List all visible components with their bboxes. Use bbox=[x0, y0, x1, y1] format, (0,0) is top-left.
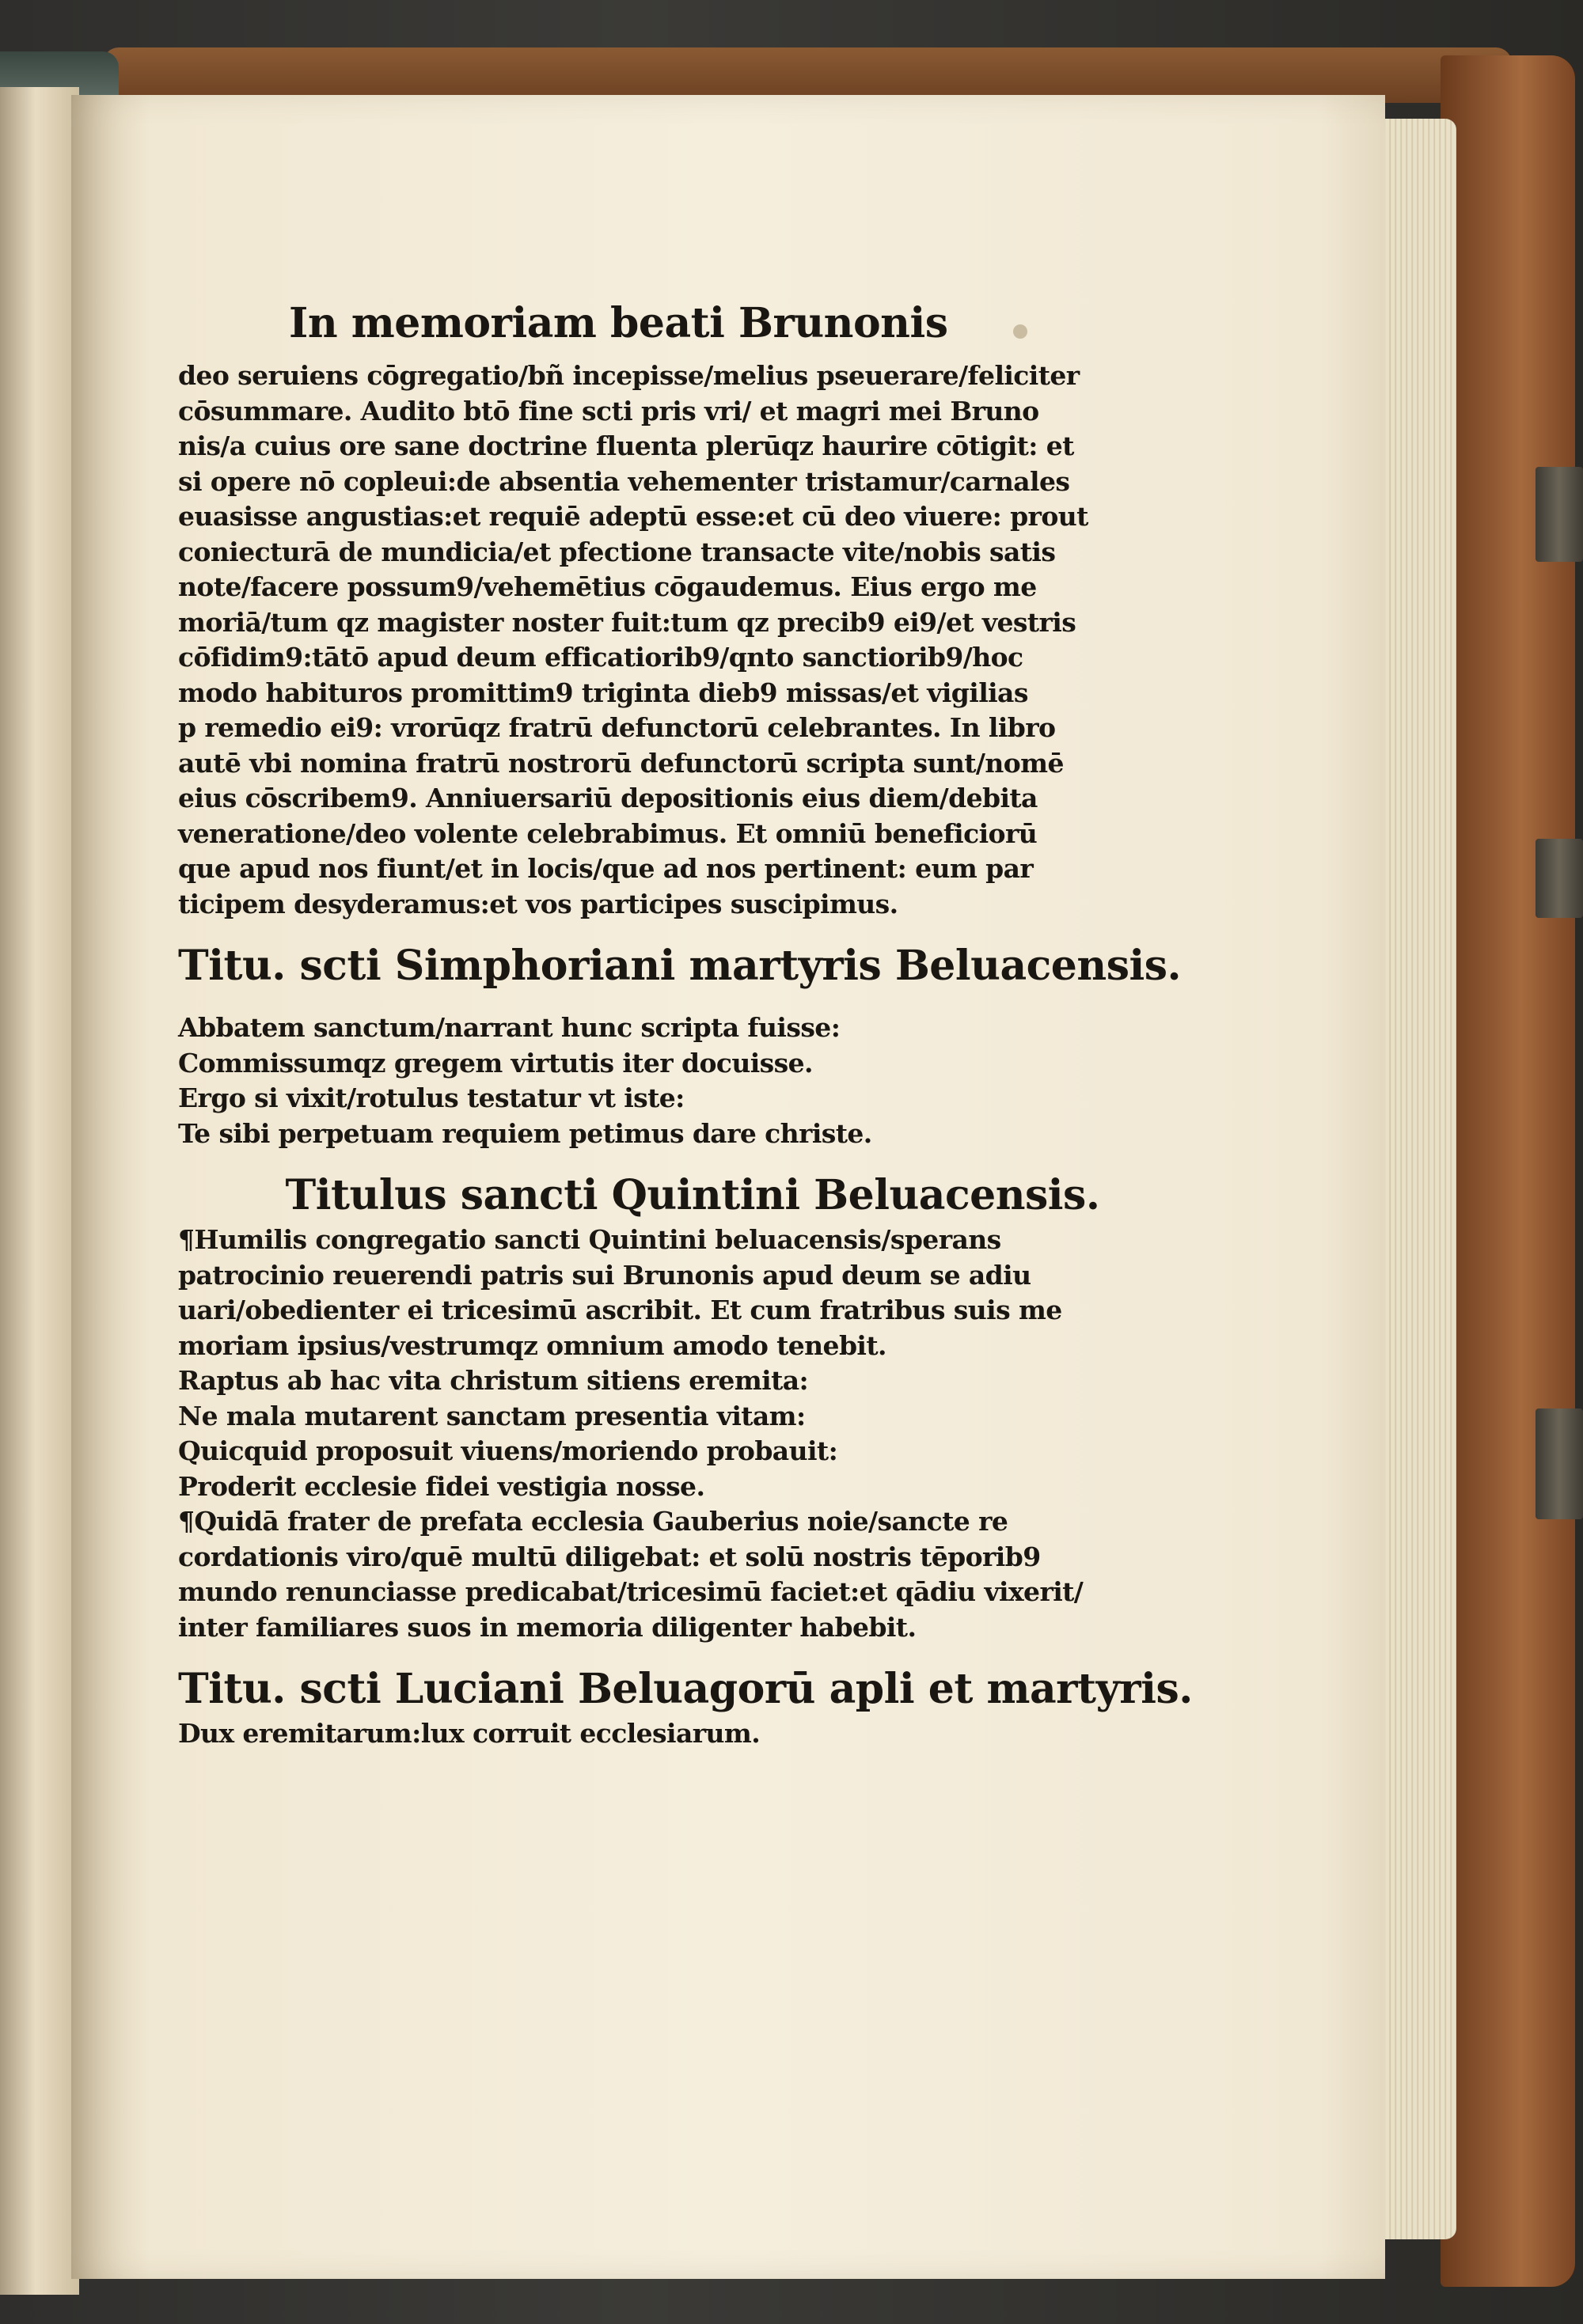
verse-simphoriani bbox=[178, 1010, 1160, 1151]
prose-line: ¶Humilis congregatio sancti Quintini beluacensis/sperans bbox=[178, 1224, 1001, 1255]
prose-line: mundo renunciasse predicabat/tricesimū faciet:et qādiu vixerit/ bbox=[178, 1576, 1084, 1607]
prose-gauberius bbox=[178, 1504, 1160, 1645]
paragraph-mark-icon: ¶ bbox=[178, 1506, 195, 1537]
prose-line: moriā/tum qz magister noster fuit:tum qz precib9 ei9/et vestris bbox=[178, 606, 1076, 638]
verse-line: Quicquid proposuit viuens/moriendo probauit: bbox=[178, 1435, 838, 1466]
section-title-luciani: Titu. scti Luciani Beluagorū apli et martyris. bbox=[178, 1665, 1193, 1713]
prose-line: patrocinio reuerendi patris sui Brunonis apud deum se adiu bbox=[178, 1259, 1031, 1291]
prose-line: cordationis viro/quē multū diligebat: et solū nostris tēporib9 bbox=[178, 1541, 1041, 1572]
verse-quintini bbox=[178, 1363, 1160, 1504]
prose-line: p remedio ei9: vrorūqz fratrū defunctorū celebrantes. In libro bbox=[178, 712, 1056, 743]
section-title-quintini: Titulus sancti Quintini Beluacensis. bbox=[285, 1171, 1100, 1219]
prose-line: eius cōscribem9. Anniuersariū depositionis eius diem/debita bbox=[178, 783, 1038, 813]
prose-line: euasisse angustias:et requiē adeptū esse:et cū deo viuere: prout bbox=[178, 501, 1088, 532]
prose-line: cōfidim9:tātō apud deum efficatiorib9/qnto sanctiorib9/hoc bbox=[178, 642, 1023, 673]
prose-line: veneratione/deo volente celebrabimus. Et omniū beneficiorū bbox=[178, 817, 1038, 849]
opening-prose bbox=[178, 358, 1160, 922]
clasp-strap-top bbox=[1536, 467, 1583, 562]
prose-line: si opere nō copleui:de absentia vehementer tristamur/carnales bbox=[178, 465, 1070, 497]
prose-line: moriam ipsius/vestrumqz omnium amodo tenebit. bbox=[178, 1329, 886, 1361]
prose-line: deo seruiens cōgregatio/bñ incepisse/melius pseuerare/feliciter bbox=[178, 360, 1080, 391]
verse-line: Ergo si vixit/rotulus testatur vt iste: bbox=[178, 1082, 685, 1113]
verse-line: Ne mala mutarent sanctam presentia vitam: bbox=[178, 1400, 806, 1431]
prose-line: Dux eremitarum:lux corruit ecclesiarum. bbox=[178, 1718, 761, 1749]
page-heading: In memoriam beati Brunonis bbox=[289, 299, 948, 347]
prose-line: ticipem desyderamus:et vos participes suscipimus. bbox=[178, 888, 898, 919]
prose-line: nis/a cuius ore sane doctrine fluenta plerūqz haurire cōtigit: et bbox=[178, 430, 1074, 461]
left-facing-page bbox=[0, 87, 79, 2295]
clasp-strap-middle bbox=[1536, 839, 1583, 918]
prose-line: inter familiares suos in memoria diligenter habebit. bbox=[178, 1611, 917, 1643]
verse-line: Commissumqz gregem virtutis iter docuisse. bbox=[178, 1047, 813, 1079]
prose-line: modo habituros promittim9 triginta dieb9 missas/et vigilias bbox=[178, 677, 1028, 708]
verse-line: Raptus ab hac vita christum sitiens eremita: bbox=[178, 1365, 809, 1396]
prose-line: uari/obedienter ei tricesimū ascribit. Et cum fratribus suis me bbox=[178, 1295, 1062, 1325]
verse-line: Te sibi perpetuam requiem petimus dare christe. bbox=[178, 1117, 872, 1149]
prose-line: ¶Quidā frater de prefata ecclesia Gauberius noie/sancte re bbox=[178, 1506, 1008, 1537]
prose-line: coniecturā de mundicia/et pfectione transacte vite/nobis satis bbox=[178, 536, 1056, 567]
verse-line: Abbatem sanctum/narrant hunc scripta fuisse: bbox=[178, 1012, 841, 1043]
prose-quintini bbox=[178, 1223, 1160, 1363]
verse-line: Proderit ecclesie fidei vestigia nosse. bbox=[178, 1470, 705, 1502]
section-title-simphoriani: Titu. scti Simphoriani martyris Beluacensis. bbox=[178, 942, 1182, 990]
leather-cover bbox=[1441, 55, 1575, 2287]
prose-line: que apud nos fiunt/et in locis/que ad nos pertinent: eum par bbox=[178, 853, 1034, 884]
prose-line: cōsummare. Audito btō fine scti pris vri/ et magri mei Bruno bbox=[178, 395, 1039, 427]
prose-line: autē vbi nomina fratrū nostrorū defunctorū scripta sunt/nomē bbox=[178, 747, 1064, 779]
text-block bbox=[178, 297, 1193, 1752]
clasp-strap-bottom bbox=[1536, 1408, 1583, 1519]
prose-line: note/facere possum9/vehemētius cōgaudemus. Eius ergo me bbox=[178, 571, 1037, 602]
paragraph-mark-icon: ¶ bbox=[178, 1224, 195, 1255]
